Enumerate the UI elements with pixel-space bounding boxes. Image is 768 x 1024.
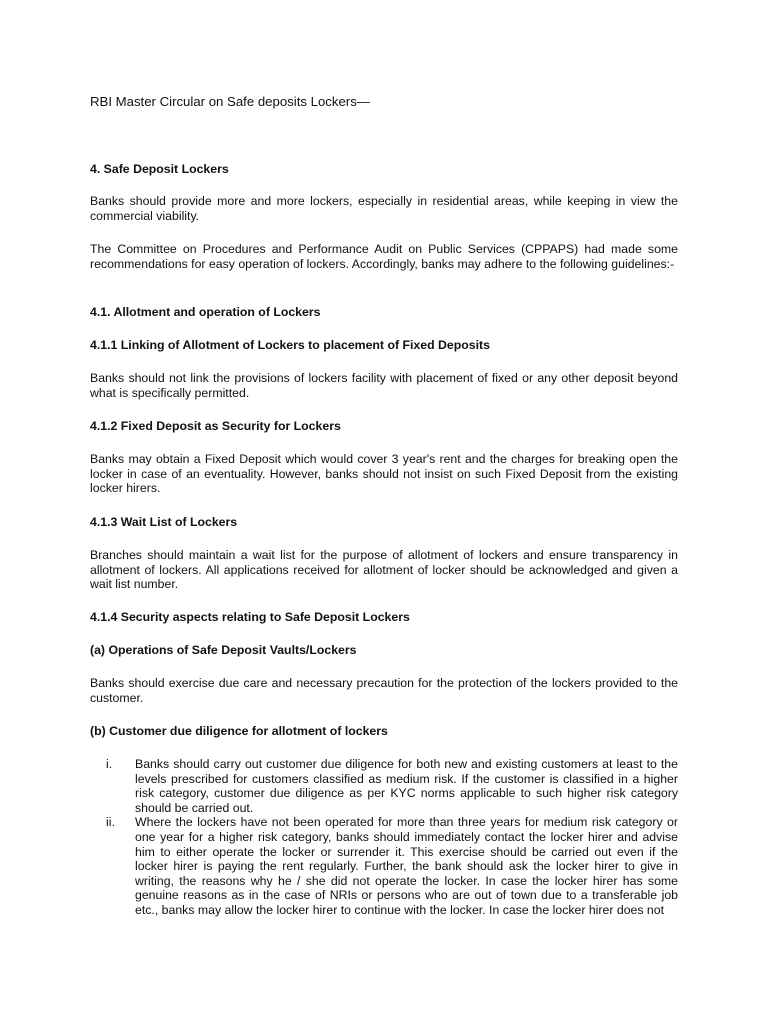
list-item bbox=[90, 757, 678, 815]
subheading-4-1-4: 4.1.4 Security aspects relating to Safe Deposit Lockers bbox=[90, 610, 410, 624]
list-item-text: Banks should carry out customer due diligence for both new and existing customers at least to the levels prescribed for customers classified as medium risk. If the customer is classified in a higher risk category, customer due diligence as per KYC norms applicable to such higher risk category should be carried out. bbox=[135, 757, 678, 815]
list-item bbox=[90, 815, 678, 917]
subheading-4-1-3: 4.1.3 Wait List of Lockers bbox=[90, 515, 238, 529]
intro-paragraph-1: Banks should provide more and more lockers, especially in residential areas, while keeping in view the commercial viability. bbox=[90, 194, 678, 223]
paragraph-4-1-2: Banks may obtain a Fixed Deposit which would cover 3 year's rent and the charges for breaking open the locker in case of an eventuality. However, banks should not insist on such Fixed Deposit from the existing locker hirers. bbox=[90, 452, 678, 496]
subheading-a: (a) Operations of Safe Deposit Vaults/Lockers bbox=[90, 643, 357, 657]
intro-paragraph-2: The Committee on Procedures and Performance Audit on Public Services (CPPAPS) had made some recommendations for easy operation of lockers. Accordingly, banks may adhere to the following guidelines:- bbox=[90, 242, 678, 271]
list-item-number: ii. bbox=[106, 815, 115, 830]
paragraph-4-1-3: Branches should maintain a wait list for the purpose of allotment of lockers and ensure transparency in allotment of lockers. All applications received for allotment of locker should be acknowledged and given a wait list number. bbox=[90, 548, 678, 592]
list-item-number: i. bbox=[106, 757, 113, 771]
subheading-4-1: 4.1. Allotment and operation of Lockers bbox=[90, 305, 321, 319]
paragraph-a: Banks should exercise due care and necessary precaution for the protection of the lockers provided to the customer. bbox=[90, 676, 678, 705]
subheading-4-1-2: 4.1.2 Fixed Deposit as Security for Lockers bbox=[90, 419, 341, 433]
subheading-4-1-1: 4.1.1 Linking of Allotment of Lockers to placement of Fixed Deposits bbox=[90, 338, 490, 352]
subheading-b: (b) Customer due diligence for allotment of lockers bbox=[90, 724, 388, 738]
paragraph-4-1-1: Banks should not link the provisions of lockers facility with placement of fixed or any other deposit beyond what is specifically permitted. bbox=[90, 371, 678, 400]
due-diligence-list bbox=[90, 757, 678, 918]
list-item-text: Where the lockers have not been operated for more than three years for medium risk category or one year for a higher risk category, banks should immediately contact the locker hirer and advise him to either operate the locker or surrender it. This exercise should be carried out even if the locker hirer is paying the rent regularly. Further, the bank should ask the locker hirer to give in writing, the reasons why he / she did not operate the locker. In case the locker hirer has some genuine reasons as in the case of NRIs or persons who are out of town due to a transferable job etc., banks may allow the locker hirer to continue with the locker. In case the locker hirer does not bbox=[135, 815, 678, 917]
document-title: RBI Master Circular on Safe deposits Lockers— bbox=[90, 94, 370, 109]
section-heading-4: 4. Safe Deposit Lockers bbox=[90, 162, 229, 176]
